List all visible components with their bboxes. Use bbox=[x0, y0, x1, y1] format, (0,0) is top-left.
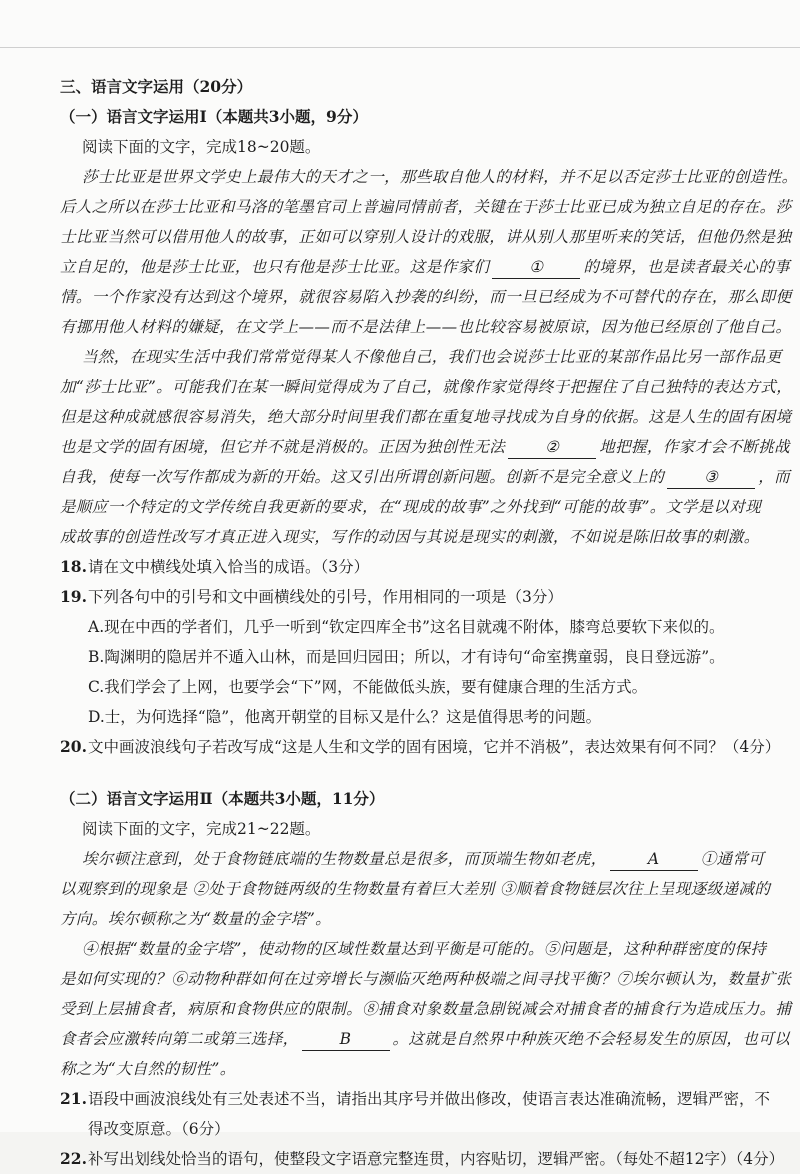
part1-title: （一）语言文字运用Ⅰ（本题共3小题，9分） bbox=[60, 107, 368, 126]
option-c: C.我们学会了上网，也要学会“下”网，不能做低头族，要有健康合理的生活方式。 bbox=[88, 678, 648, 696]
passage2-line: 称之为“大自然的韧性”。 bbox=[60, 1060, 236, 1078]
passage2-text: 埃尔顿注意到，处于食物链底端的生物数量总是很多，而顶端生物如老虎， bbox=[82, 850, 607, 868]
blank-a: A bbox=[610, 848, 698, 871]
exam-content bbox=[60, 72, 798, 1174]
blank-1: ① bbox=[492, 256, 580, 279]
blank-3: ③ bbox=[667, 466, 755, 489]
blank-2: ② bbox=[508, 436, 596, 459]
part1-instruction: 阅读下面的文字，完成18~20题。 bbox=[82, 138, 321, 156]
part2-title: （二）语言文字运用Ⅱ（本题共3小题，11分） bbox=[60, 789, 385, 808]
passage2-line: 受到上层捕食者，病原和食物供应的限制。⑧捕食对象数量急剧锐减会对捕食者的捕食行为造成压力。捕 bbox=[60, 1000, 792, 1018]
question-19 bbox=[60, 582, 770, 612]
question-18 bbox=[60, 552, 770, 582]
passage1-line: 士比亚当然可以借用他人的故事，正如可以穿别人设计的戏服，讲从别人那里听来的笑话，但他仍然是独 bbox=[60, 228, 792, 246]
question-text: 补写出划线处恰当的语句，使整段文字语意完整连贯，内容贴切，逻辑严密。（每处不超12字）（4分） bbox=[88, 1150, 785, 1168]
blank-b: B bbox=[302, 1028, 390, 1051]
option-d: D.士，为何选择“隐”，他离开朝堂的目标又是什么？这是值得思考的问题。 bbox=[88, 708, 602, 726]
passage1-text: 立自足的，他是莎士比亚，也只有他是莎士比亚。这是作家们 bbox=[60, 258, 490, 276]
passage1-line bbox=[60, 462, 791, 492]
passage1-text: 地把握，作家才会不断挑战 bbox=[599, 438, 791, 456]
passage1-line: 情。一个作家没有达到这个境界，就很容易陷入抄袭的纠纷，而一旦已经成为不可替代的存在，那么即便 bbox=[60, 288, 792, 306]
section-title: 三、语言文字运用（20分） bbox=[60, 77, 253, 96]
question-number: 18. bbox=[60, 557, 87, 576]
passage1-text: ，而 bbox=[758, 468, 791, 486]
question-22 bbox=[60, 1144, 785, 1174]
question-20 bbox=[60, 732, 781, 762]
passage2-line: 是如何实现的？⑥动物种群如何在过旁增长与濒临灭绝两种极端之间寻找平衡？⑦埃尔顿认为，数量扩张 bbox=[60, 970, 792, 988]
passage1-text: 自我，使每一次写作都成为新的开始。这又引出所谓创新问题。创新不是完全意义上的 bbox=[60, 468, 665, 486]
passage1-line: 成故事的创造性改写才真正进入现实，写作的动因与其说是现实的刺激，不如说是陈旧故事的刺激。 bbox=[60, 528, 760, 546]
part2-instruction: 阅读下面的文字，完成21~22题。 bbox=[82, 820, 321, 838]
top-rule bbox=[0, 47, 800, 48]
passage1-line: 当然，在现实生活中我们常常觉得某人不像他自己，我们也会说莎士比亚的某部作品比另一部作品更 bbox=[82, 348, 782, 366]
passage1-line: 是顺应一个特定的文学传统自我更新的要求，在“现成的故事”之外找到“可能的故事”。文学是以对现 bbox=[60, 498, 762, 516]
passage2-text: 食者会应激转向第二或第三选择， bbox=[60, 1030, 299, 1048]
passage1-line: 有挪用他人材料的嫌疑，在文学上——而不是法律上——也比较容易被原谅，因为他已经原创了他自己。 bbox=[60, 318, 792, 336]
option-b: B.陶渊明的隐居并不遁入山林，而是回归园田；所以，才有诗句“命室携童弱，良日登远游”。 bbox=[88, 648, 725, 666]
passage1-line: 后人之所以在莎士比亚和马洛的笔墨官司上普遍同情前者，关键在于莎士比亚已成为独立自足的存在。莎 bbox=[60, 198, 792, 216]
passage2-line bbox=[60, 1024, 791, 1054]
question-text: 请在文中横线处填入恰当的成语。（3分） bbox=[88, 558, 370, 576]
passage2-line: 以观察到的现象是 ②处于食物链两级的生物数量有着巨大差别 ③顺着食物链层次往上呈现逐级递减的 bbox=[60, 880, 771, 898]
passage1-text: 的境界，也是读者最关心的事 bbox=[583, 258, 791, 276]
question-number: 20. bbox=[60, 737, 87, 756]
passage1-line: 加“莎士比亚”。可能我们在某一瞬间觉得成为了自己，就像作家觉得终于把握住了自己独特的表达方式， bbox=[60, 378, 793, 396]
question-21-cont: 得改变原意。（6分） bbox=[88, 1120, 230, 1138]
question-number: 19. bbox=[60, 587, 87, 606]
passage2-line: ④根据“数量的金字塔”，使动物的区域性数量达到平衡是可能的。⑤问题是，这种种群密度的保持 bbox=[82, 940, 767, 958]
passage1-line: 但是这种成就感很容易消失，绝大部分时间里我们都在重复地寻找成为自身的依据。这是人生的固有困境 bbox=[60, 408, 792, 426]
question-number: 21. bbox=[60, 1089, 87, 1108]
option-a: A.现在中西的学者们，几乎一听到“钦定四库全书”这名目就魂不附体，膝弯总要软下来似的。 bbox=[88, 618, 725, 636]
passage1-text: 也是文学的固有困境，但它并不就是消极的。正因为独创性无法 bbox=[60, 438, 506, 456]
passage1-line bbox=[60, 252, 791, 282]
question-number: 22. bbox=[60, 1149, 87, 1168]
question-21 bbox=[60, 1084, 770, 1114]
passage1-line: 莎士比亚是世界文学史上最伟大的天才之一，那些取自他人的材料，并不足以否定莎士比亚的创造性。 bbox=[82, 168, 798, 186]
passage1-line bbox=[60, 432, 791, 462]
question-text: 语段中画波浪线处有三处表述不当，请指出其序号并做出修改，使语言表达准确流畅，逻辑严密，不 bbox=[88, 1090, 771, 1108]
question-text: 下列各句中的引号和文中画横线处的引号，作用相同的一项是（3分） bbox=[88, 588, 563, 606]
passage2-text: ①通常可 bbox=[700, 850, 765, 868]
question-text: 文中画波浪线句子若改写成“这是人生和文学的固有困境，它并不消极”，表达效果有何不同？（4分） bbox=[88, 738, 781, 756]
passage2-line bbox=[60, 844, 770, 874]
passage2-line: 方向。埃尔顿称之为“数量的金字塔”。 bbox=[60, 910, 332, 928]
passage2-text: 。这就是自然界中种族灭绝不会轻易发生的原因，也可以 bbox=[392, 1030, 791, 1048]
